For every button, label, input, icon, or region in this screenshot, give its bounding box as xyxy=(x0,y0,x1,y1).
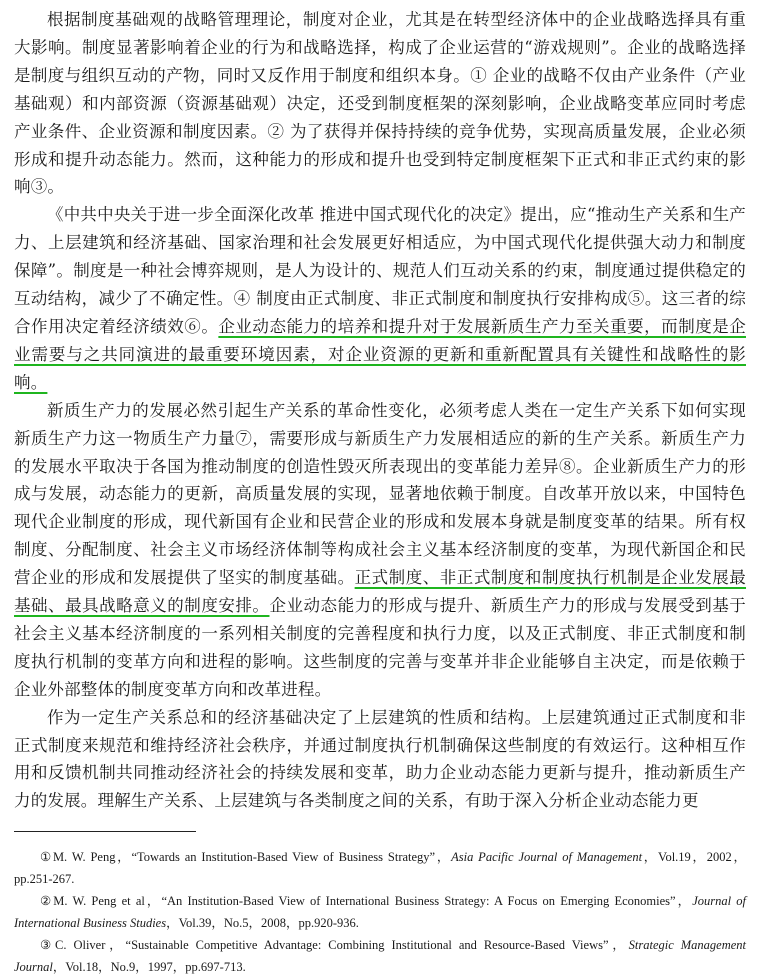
document-page xyxy=(14,0,746,978)
body-paragraph-4 xyxy=(14,704,746,816)
footnote-text: ②M. W. Peng et al，“An Institution-Based View of International Business Strategy: A Focus on Emerging Economies”， xyxy=(40,894,693,909)
body-paragraph-1 xyxy=(14,0,746,201)
paragraph-text: 根据制度基础观的战略管理理论，制度对企业，尤其是在转型经济体中的企业战略选择具有重大影响。制度显著影响着企业的行为和战略选择，构成了企业运营的“游戏规则”。企业的战略选择是制度与组织互动的产物，同时又反作用于制度和组织本身。① 企业的战略不仅由产业条件（产业基础观）和内部资源（资源基础观）决定，还受到制度框架的深刻影响，企业战略变革应同时考虑产业条件、企业资源和制度因素。② 为了获得并保持持续的竞争优势，实现高质量发展，企业必须形成和提升动态能力。然而，这种能力的形成和提升也受到特定制度框架下正式和非正式约束的影响③。 xyxy=(14,10,746,197)
footnote-2 xyxy=(14,890,746,934)
footnote-text: ①M. W. Peng，“Towards an Institution-Based View of Business Strategy”， xyxy=(40,850,452,865)
footnote-3 xyxy=(14,934,746,978)
paragraph-text: 新质生产力的发展必然引起生产关系的革命性变化，必须考虑人类在一定生产关系下如何实现新质生产力这一物质生产力量⑦，需要形成与新质生产力发展相适应的新的生产关系。新质生产力的发展水平取决于各国为推动制度的创造性毁灭所表现出的变革能力差异⑧。企业新质生产力的形成与发展，动态能力的更新，高质量发展的实现，显著地依赖于制度。自改革开放以来，中国特色现代企业制度的形成，现代新国有企业和民营企业的形成和发展本身就是制度变革的结果。所有权制度、分配制度、社会主义市场经济体制等构成社会主义基本经济制度的变革，为现代新国企和民营企业的形成和发展提供了坚实的制度基础。 xyxy=(14,400,746,588)
footnote-1 xyxy=(14,846,746,890)
footnote-journal: Journal of International Business Studies xyxy=(14,894,746,931)
footnotes xyxy=(14,846,746,978)
footnote-text: ，Vol.18，No.9，1997，pp.697-713. xyxy=(52,960,246,975)
paragraph-text: 《中共中央关于进一步全面深化改革 推进中国式现代化的决定》提出，应“推动生产关系和生产力、上层建筑和经济基础、国家治理和社会发展更好相适应，为中国式现代化提供强大动力和制度保障”。制度是一种社会博弈规则，是人为设计的、规范人们互动关系的约束，制度通过提供稳定的互动结构，减少了不确定性。④ 制度由正式制度、非正式制度和制度执行安排构成⑤。这三者的综合作用决定着经济绩效⑥。 xyxy=(14,205,746,336)
highlighted-sentence: 企业动态能力的培养和提升对于发展新质生产力至关重要，而制度是企业需要与之共同演进的最重要环境因素，对企业资源的更新和重新配置具有关键性和战略性的影响。 xyxy=(14,316,746,392)
paragraph-text: 企业动态能力的形成与提升、新质生产力的形成与发展受到基于社会主义基本经济制度的一系列相关制度的完善程度和执行力度，以及正式制度、非正式制度和制度执行机制的变革方向和进程的影响。这些制度的完善与变革并非企业能够自主决定，而是依赖于企业外部整体的制度变革方向和改革进程。 xyxy=(14,596,746,699)
footnote-text: ③C. Oliver，“Sustainable Competitive Advantage: Combining Institutional and Resource-Based Views”， xyxy=(40,938,629,953)
body-paragraph-2 xyxy=(14,201,746,396)
footnote-divider xyxy=(14,831,196,832)
body-paragraph-3 xyxy=(14,397,746,704)
footnote-text: ，Vol.39，No.5，2008，pp.920-936. xyxy=(166,916,359,931)
footnote-journal: Strategic Management Journal xyxy=(14,938,747,975)
footnote-journal: Asia Pacific Journal of Management xyxy=(451,850,643,865)
paragraph-text: 作为一定生产关系总和的经济基础决定了上层建筑的性质和结构。上层建筑通过正式制度和非正式制度来规范和维持经济社会秩序，并通过制度执行机制确保这些制度的有效运行。这种相互作用和反馈机制共同推动经济社会的持续发展和变革，助力企业动态能力更新与提升，推动新质生产力的发展。理解生产关系、上层建筑与各类制度之间的关系，有助于深入分析企业动态能力更 xyxy=(14,707,746,811)
highlighted-sentence: 正式制度、非正式制度和制度执行机制是企业发展最基础、最具战略意义的制度安排。 xyxy=(14,568,747,616)
footnote-text: ，Vol.19，2002，pp.251-267. xyxy=(14,850,747,887)
